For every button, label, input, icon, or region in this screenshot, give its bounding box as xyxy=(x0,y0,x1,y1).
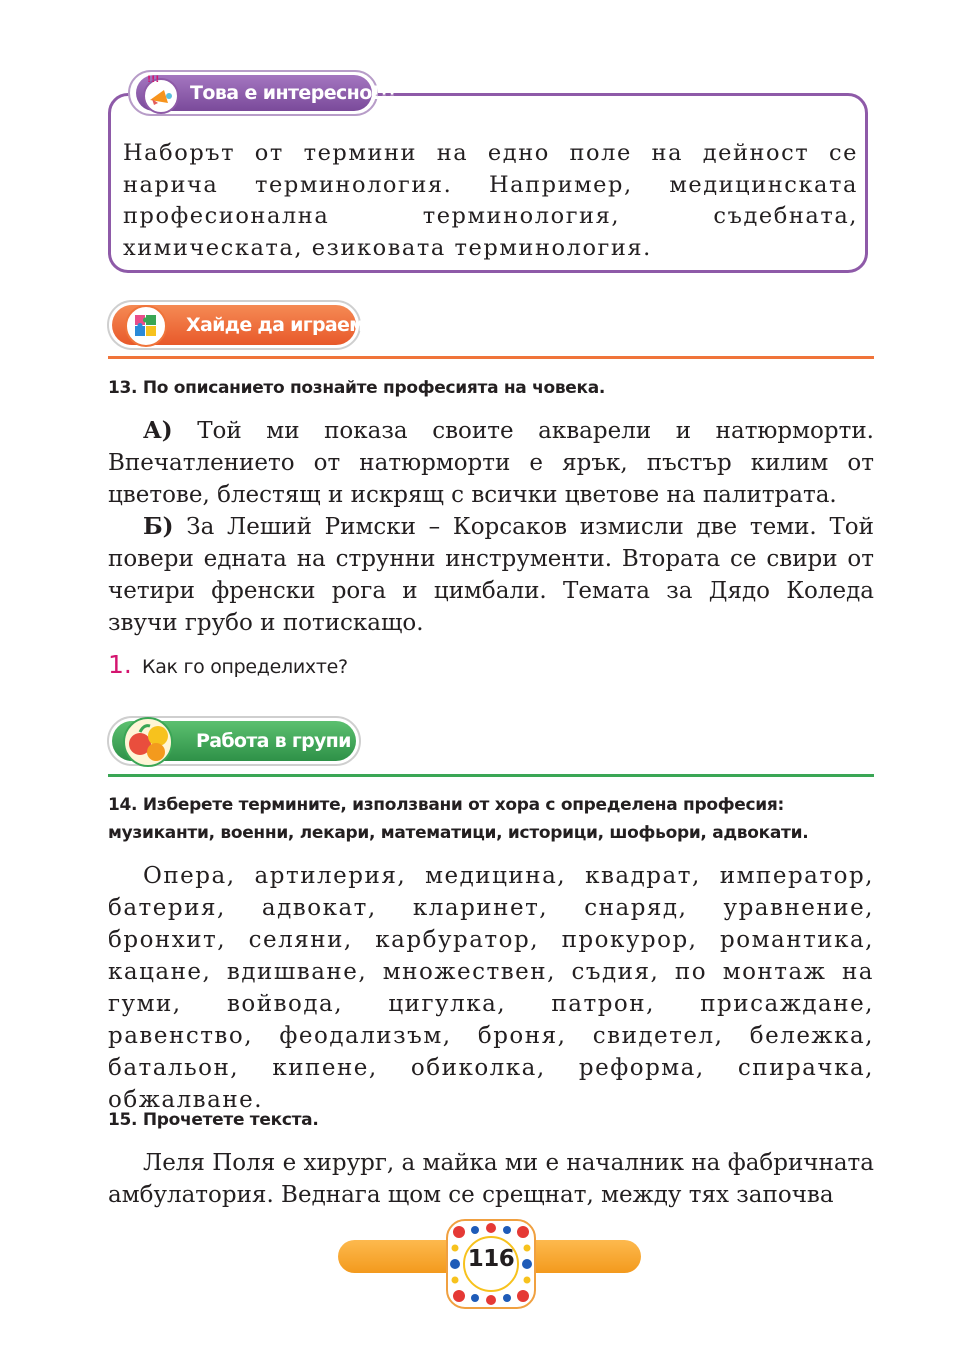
page-number: 116 xyxy=(467,1246,515,1272)
question-number: 1. xyxy=(108,650,132,679)
task-13-part-a xyxy=(108,415,874,511)
interesting-fact-text: Наборът от термини на едно поле на дейност се нарича терминология. Например, медицинската професионална терминология, съдебната, химическата, езиковата терминология. xyxy=(123,140,858,261)
megaphone-icon xyxy=(138,73,184,115)
task-15-heading: 15. Прочетете текста. xyxy=(108,1110,319,1130)
puzzle-icon xyxy=(120,304,172,348)
fruit-icon xyxy=(118,712,190,770)
task-13-heading: 13. По описанието познайте професията на човека. xyxy=(108,378,606,398)
task-14-text: Опера, артилерия, медицина, квадрат, император, батерия, адвокат, кларинет, снаряд, уравнение, бронхит, селяни, карбуратор, прокурор, романтика, кацане, вдишване, множествен, съдия, по монтаж на гуми, войвода, цигулка, патрон, присаждане, равенство, феодализъм, броня, свидетел, бележка, батальон, кипене, обиколка, реформа, спирачка, обжалване. xyxy=(108,863,874,1113)
task-13-part-b xyxy=(108,511,874,639)
question-text: Как го определихте? xyxy=(142,656,348,678)
task-14-heading-line-2: музиканти, военни, лекари, математици, историци, шофьори, адвокати. xyxy=(108,823,809,843)
part-a-text: Той ми показа своите акварели и натюрморти. Впечатлението от натюрморти е ярък, пъстър килим от цветове, блестящ и искрящ с всички цветове на палитрата. xyxy=(108,418,874,508)
group-work-banner-label: Работа в групи xyxy=(196,730,351,752)
task-15-text: Леля Поля е хирург, а майка ми е началник на фабричната амбулатория. Веднага щом се срещнат, между тях започва xyxy=(108,1150,874,1208)
svg-text:!!!: !!! xyxy=(147,75,160,85)
play-banner-label: Хайде да играем xyxy=(186,314,364,336)
task-14-heading-line-1: 14. Изберете термините, използвани от хора с определена професия: xyxy=(108,795,785,815)
part-a-label: А) xyxy=(143,417,173,444)
part-b-text: За Леший Римски – Корсаков измисли две теми. Той повери едната на струнни инструменти. Втората се свири от четири френски рога и цимбали. Темата за Дядо Коледа звучи грубо и потискащо. xyxy=(108,514,874,636)
interesting-fact-label: Това е интересно!!! xyxy=(190,82,396,104)
group-section-rule xyxy=(108,774,874,777)
part-b-label: Б) xyxy=(143,513,174,540)
play-section-rule xyxy=(108,356,874,359)
